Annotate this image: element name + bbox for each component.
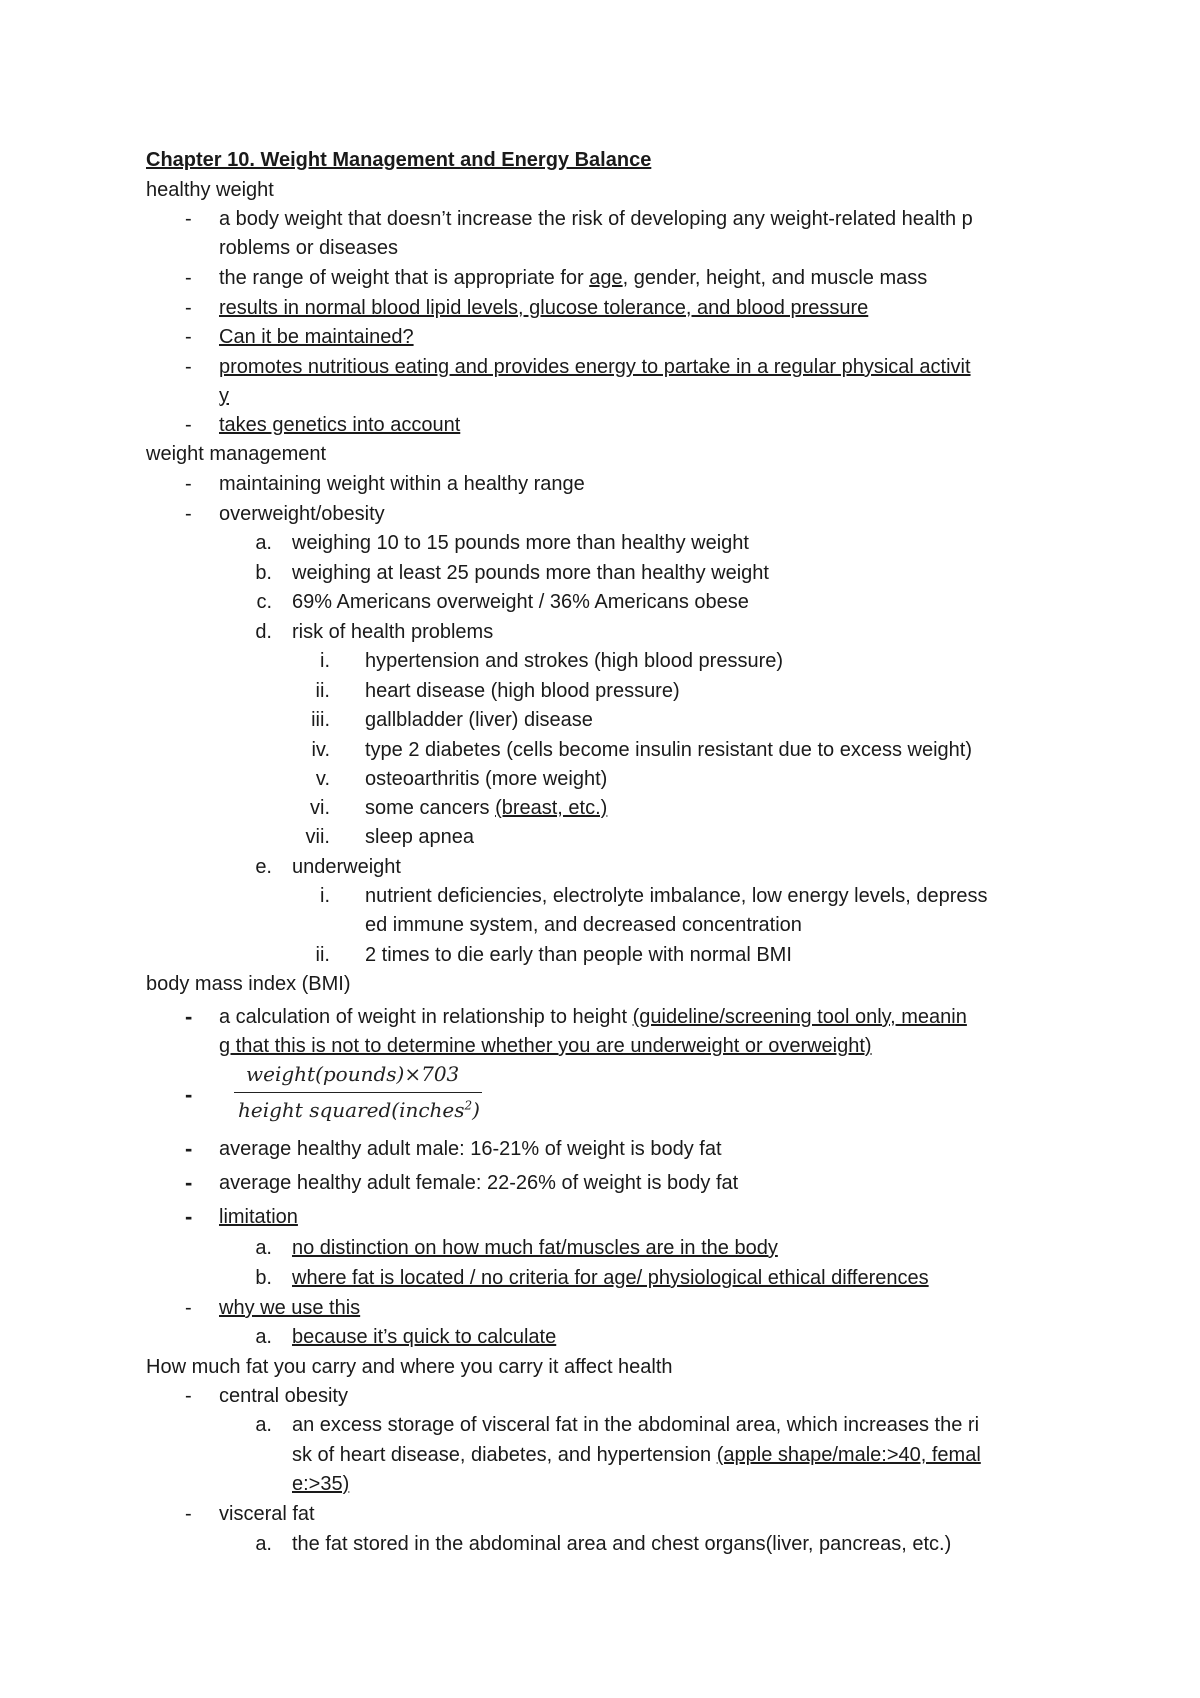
bullet-dash: - (185, 503, 192, 525)
list-item: promotes nutritious eating and provides energy to partake in a regular physical activit (219, 356, 971, 378)
formula-denominator: height squared(inches$^2$) (238, 1098, 480, 1122)
bullet-dash: - (185, 1170, 193, 1195)
list-item: hypertension and strokes (high blood pressure) (365, 650, 784, 672)
list-item: 2 times to die early than people with normal BMI (365, 944, 792, 966)
bullet-dash: - (185, 473, 192, 495)
bullet-dash: - (185, 1297, 192, 1319)
list-item: results in normal blood lipid levels, glucose tolerance, and blood pressure (219, 297, 869, 319)
section-heading: healthy weight (146, 179, 274, 201)
list-item: Can it be maintained? (219, 326, 414, 348)
bullet-dash: - (185, 1204, 193, 1229)
list-item: no distinction on how much fat/muscles are in the body (292, 1237, 778, 1259)
bullet-dash: - (185, 267, 192, 289)
list-marker: i. (320, 650, 330, 672)
list-item: nutrient deficiencies, electrolyte imbalance, low energy levels, depress (365, 885, 988, 907)
bullet-dash: - (185, 414, 192, 436)
list-item: because it’s quick to calculate (292, 1326, 557, 1348)
list-marker: a. (255, 1237, 272, 1259)
list-item: 69% Americans overweight / 36% Americans obese (292, 591, 749, 613)
list-item: risk of health problems (292, 621, 494, 643)
bullet-dash: - (185, 1503, 192, 1525)
section-heading: weight management (146, 443, 327, 465)
list-item-continuation: g that this is not to determine whether you are underweight or overweight) (219, 1035, 872, 1057)
list-marker: c. (256, 591, 272, 613)
list-marker: b. (255, 562, 272, 584)
list-item: type 2 diabetes (cells become insulin resistant due to excess weight) (365, 739, 972, 761)
list-marker: v. (315, 768, 330, 790)
list-marker: iii. (311, 709, 330, 731)
list-item: central obesity (219, 1385, 348, 1407)
bullet-dash: - (185, 297, 192, 319)
list-item: some cancers (breast, etc.) (365, 797, 608, 819)
list-item-continuation: e:>35) (292, 1473, 350, 1495)
section-heading: body mass index (BMI) (146, 973, 351, 995)
list-item: visceral fat (219, 1503, 315, 1525)
list-marker: vii. (305, 826, 330, 848)
formula-numerator: weight(pounds)×703 (246, 1062, 460, 1086)
list-item: sleep apnea (365, 826, 474, 848)
list-item: why we use this (219, 1297, 361, 1319)
list-item: weighing at least 25 pounds more than healthy weight (292, 562, 769, 584)
list-item-continuation: y (219, 385, 229, 407)
list-item: weighing 10 to 15 pounds more than healthy weight (292, 532, 749, 554)
list-item: maintaining weight within a healthy range (219, 473, 585, 495)
fraction-bar (234, 1092, 482, 1093)
bullet-dash: - (185, 1136, 193, 1161)
section-heading: How much fat you carry and where you carry it affect health (146, 1356, 673, 1378)
list-item: gallbladder (liver) disease (365, 709, 593, 731)
list-marker: e. (255, 856, 272, 878)
bullet-dash: - (185, 208, 192, 230)
list-marker: ii. (315, 680, 330, 702)
list-item: where fat is located / no criteria for age/ physiological ethical differences (292, 1267, 929, 1289)
list-item: takes genetics into account (219, 414, 461, 436)
list-marker: iv. (311, 739, 330, 761)
list-item-continuation: ed immune system, and decreased concentration (365, 914, 802, 936)
bullet-dash: - (185, 1385, 192, 1407)
list-marker: b. (255, 1267, 272, 1289)
list-item-continuation: roblems or diseases (219, 237, 398, 259)
list-item: osteoarthritis (more weight) (365, 768, 608, 790)
list-item: a calculation of weight in relationship to height (guideline/screening tool only, meanin (219, 1006, 967, 1028)
list-item: the range of weight that is appropriate for age, gender, height, and muscle mass (219, 267, 928, 289)
list-item: limitation (219, 1206, 298, 1228)
list-marker: i. (320, 885, 330, 907)
list-item-continuation: sk of heart disease, diabetes, and hypertension (apple shape/male:>40, femal (292, 1444, 981, 1466)
list-marker: vi. (310, 797, 330, 819)
bullet-dash: - (185, 1004, 193, 1029)
list-marker: a. (255, 532, 272, 554)
list-marker: a. (255, 1533, 272, 1555)
bullet-dash: - (185, 1082, 193, 1107)
list-marker: a. (255, 1326, 272, 1348)
list-item: underweight (292, 856, 401, 878)
list-marker: a. (255, 1414, 272, 1436)
list-item: the fat stored in the abdominal area and chest organs(liver, pancreas, etc.) (292, 1533, 952, 1555)
list-item: heart disease (high blood pressure) (365, 680, 680, 702)
list-item: a body weight that doesn’t increase the risk of developing any weight-related health p (219, 208, 973, 230)
list-item: overweight/obesity (219, 503, 385, 525)
list-item: an excess storage of visceral fat in the abdominal area, which increases the ri (292, 1414, 980, 1436)
list-marker: ii. (315, 944, 330, 966)
list-item: average healthy adult female: 22-26% of weight is body fat (219, 1172, 739, 1194)
page-title: Chapter 10. Weight Management and Energy Balance (146, 149, 652, 171)
bullet-dash: - (185, 356, 192, 378)
list-marker: d. (255, 621, 272, 643)
list-item: average healthy adult male: 16-21% of weight is body fat (219, 1138, 722, 1160)
bullet-dash: - (185, 326, 192, 348)
